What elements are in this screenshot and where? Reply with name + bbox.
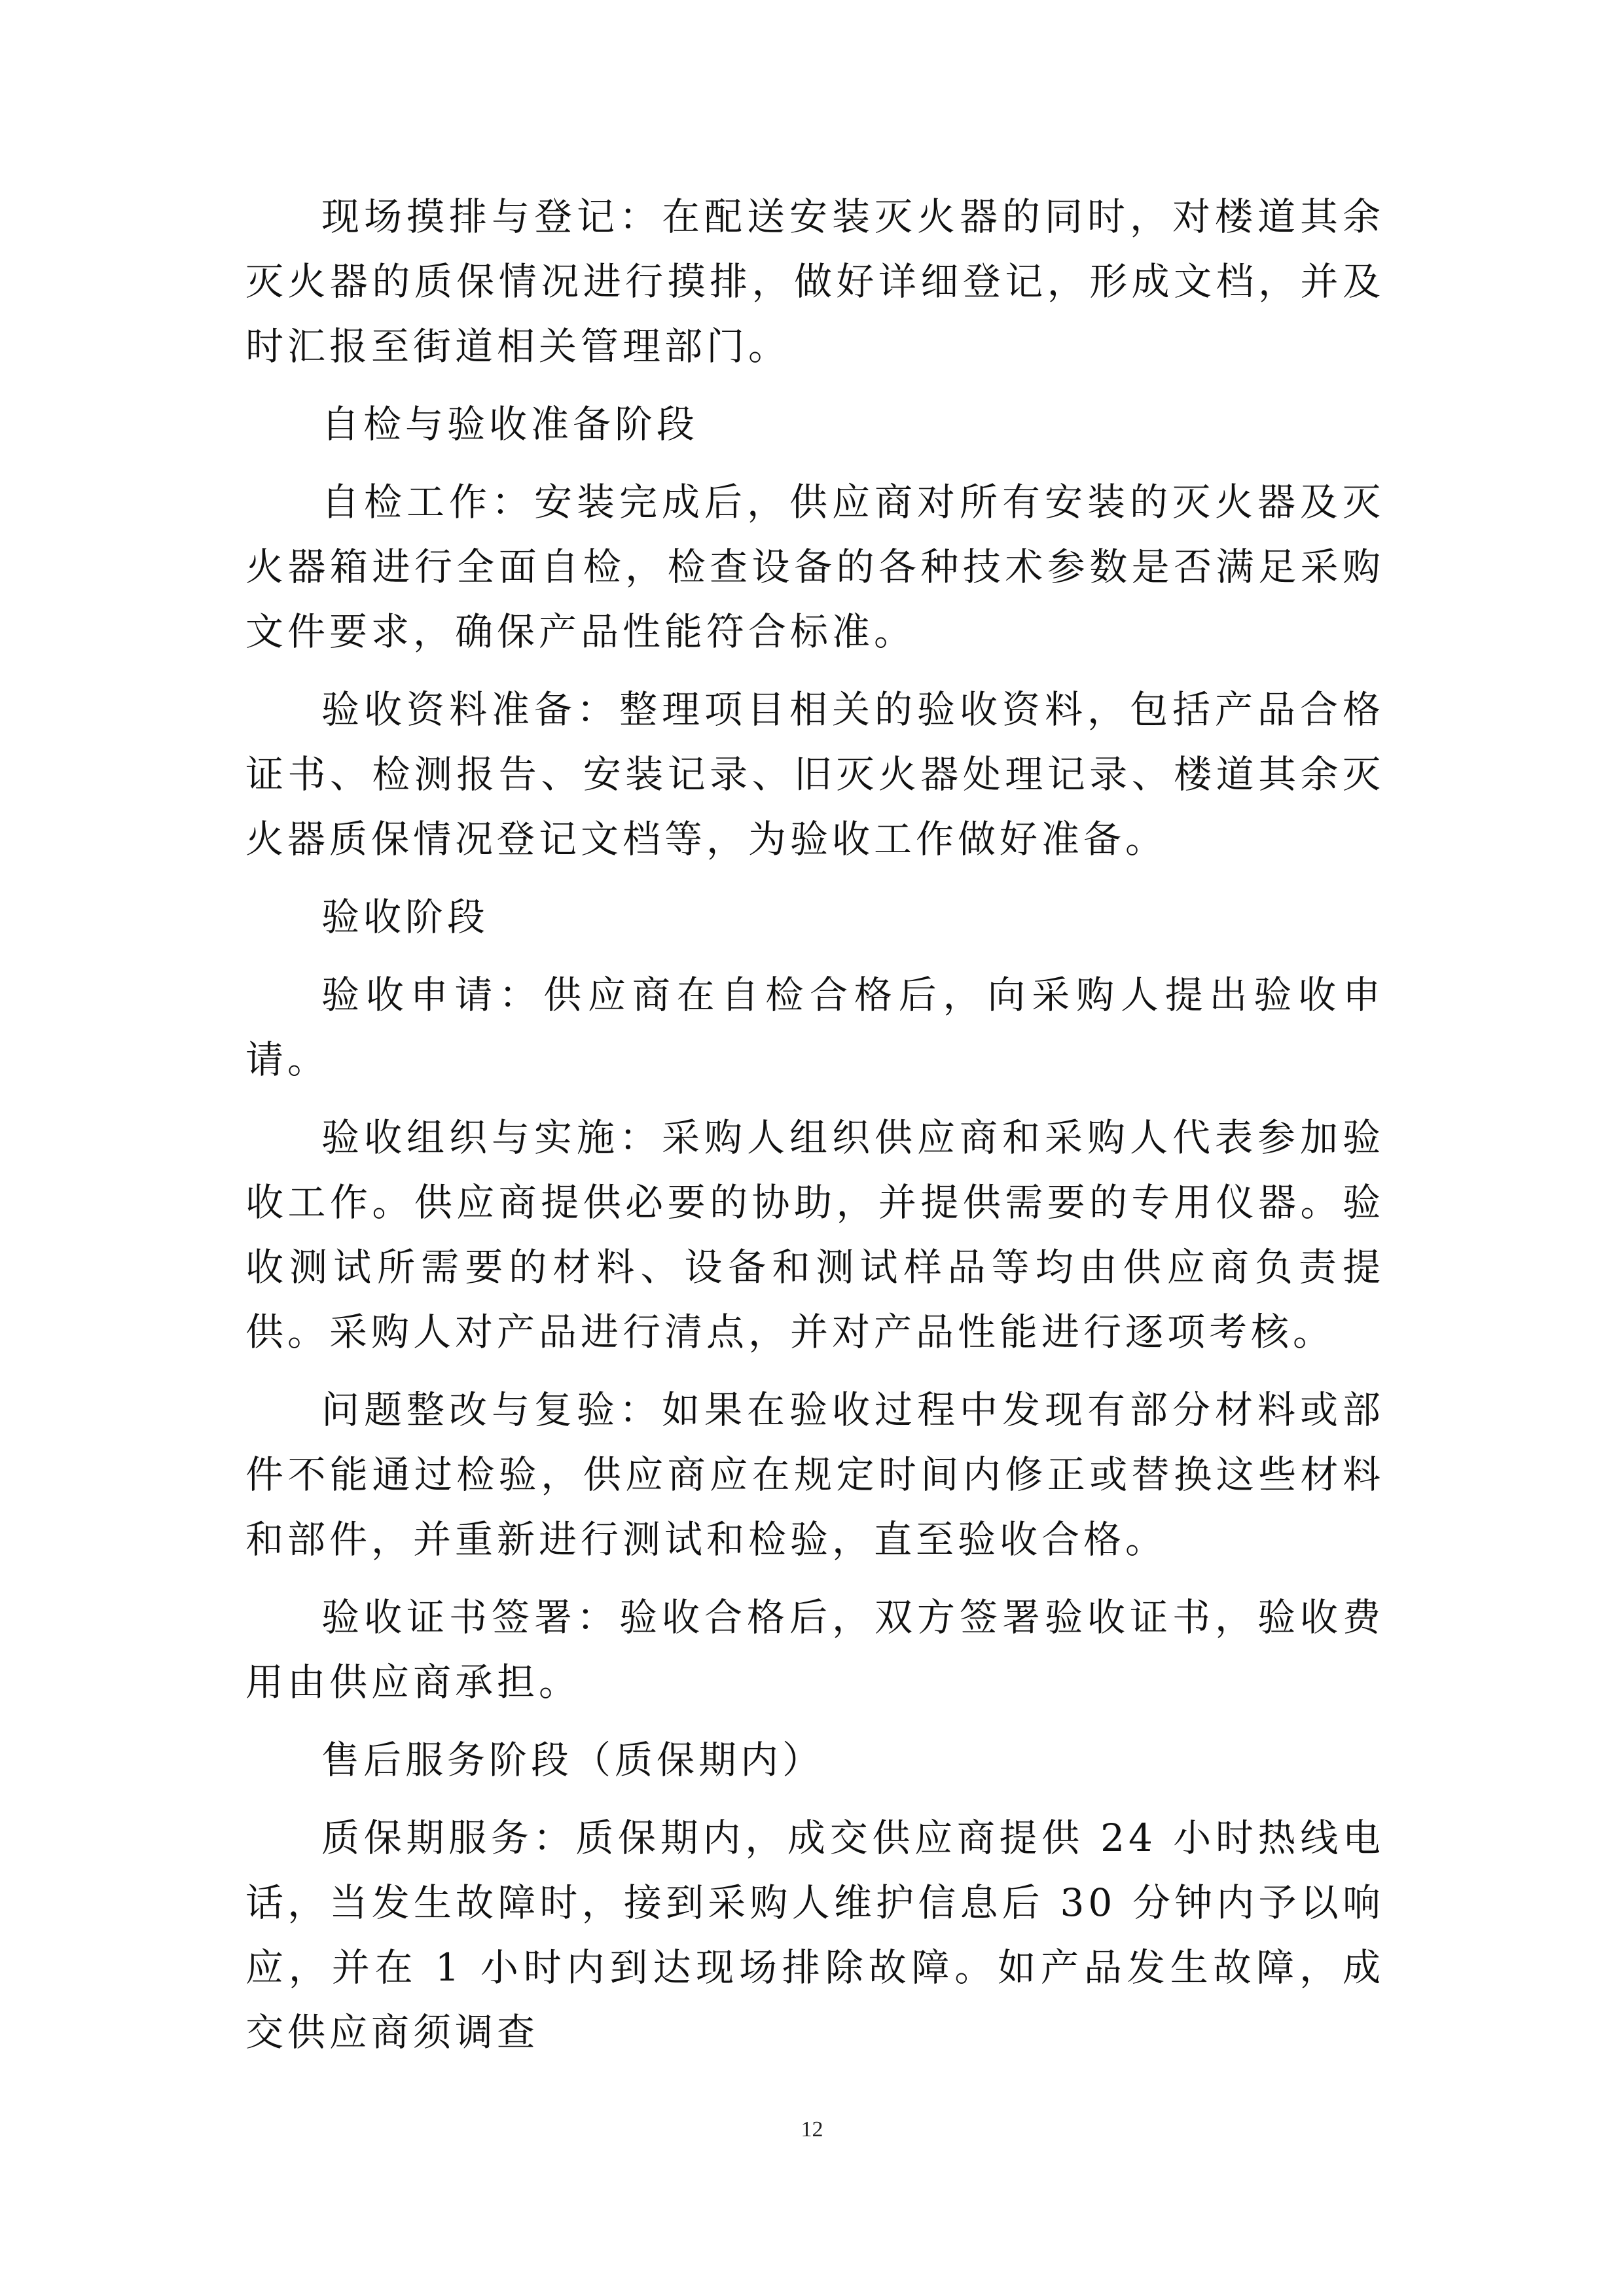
paragraph-acceptance-materials: 验收资料准备：整理项目相关的验收资料，包括产品合格证书、检测报告、安装记录、旧灭火器处理记录、楼道其余灭火器质保情况登记文档等，为验收工作做好准备。 — [245, 687, 1384, 861]
paragraph-acceptance-application: 验收申请：供应商在自检合格后，向采购人提出验收申请。 — [245, 973, 1384, 1082]
paragraph-site-survey: 现场摸排与登记：在配送安装灭火器的同时，对楼道其余灭火器的质保情况进行摸排，做好详细登记，形成文档，并及时汇报至街道相关管理部门。 — [245, 194, 1384, 368]
paragraph-self-check-work: 自检工作：安装完成后，供应商对所有安装的灭火器及灭火器箱进行全面自检，检查设备的各种技术参数是否满足采购文件要求，确保产品性能符合标准。 — [245, 480, 1384, 654]
paragraph-rectification: 问题整改与复验：如果在验收过程中发现有部分材料或部件不能通过检验，供应商应在规定时间内修正或替换这些材料和部件，并重新进行测试和检验，直至验收合格。 — [245, 1388, 1384, 1562]
section-heading-self-check: 自检与验收准备阶段 — [321, 402, 699, 446]
paragraph-acceptance-organization: 验收组织与实施：采购人组织供应商和采购人代表参加验收工作。供应商提供必要的协助，并提供需要的专用仪器。验收测试所需要的材料、设备和测试样品等均由供应商负责提供。采购人对产品进行清点，并对产品性能进行逐项考核。 — [245, 1115, 1384, 1354]
paragraph-certificate-signing: 验收证书签署：验收合格后，双方签署验收证书，验收费用由供应商承担。 — [245, 1595, 1384, 1704]
paragraph-warranty-service: 质保期服务：质保期内，成交供应商提供 24 小时热线电话，当发生故障时，接到采购人维护信息后 30 分钟内予以响应，并在 1 小时内到达现场排除故障。如产品发生故障，成交供应商须调查 — [245, 1816, 1384, 2054]
section-heading-after-sales: 售后服务阶段（质保期内） — [321, 1738, 825, 1782]
page-number: 12 — [801, 2117, 823, 2142]
document-body — [245, 185, 1384, 2078]
section-heading-acceptance: 验收阶段 — [321, 895, 490, 939]
